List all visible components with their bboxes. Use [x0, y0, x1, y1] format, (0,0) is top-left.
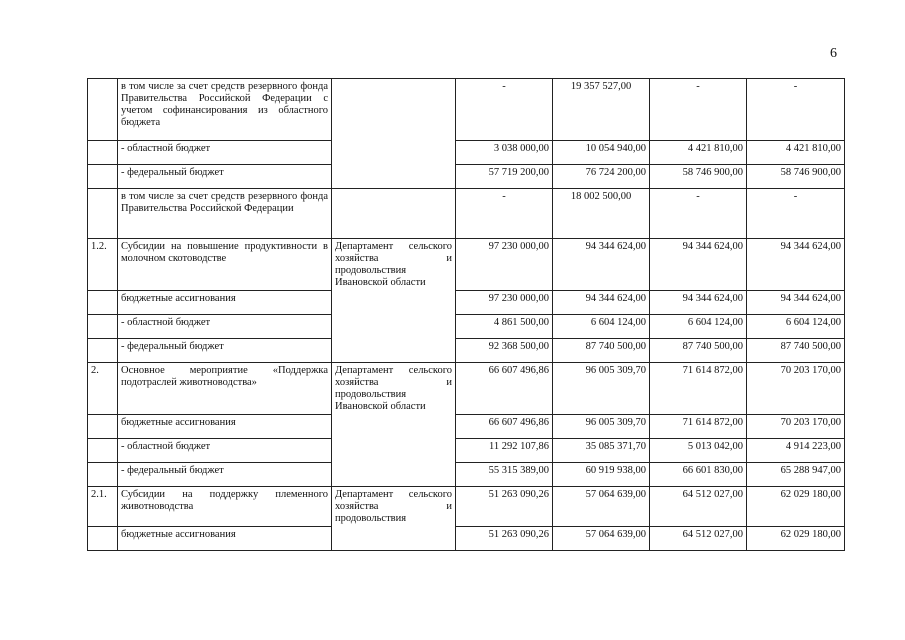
- table-row: [88, 527, 845, 551]
- cell-value: 35 085 371,70: [553, 439, 650, 463]
- cell-name: бюджетные ассигнования: [118, 291, 332, 315]
- cell-value: 57 064 639,00: [553, 487, 650, 527]
- cell-value: 3 038 000,00: [456, 141, 553, 165]
- table-row: [88, 463, 845, 487]
- cell-name: в том числе за счет средств резервного фонда Правительства Российской Федерации: [118, 189, 332, 239]
- cell-value: 92 368 500,00: [456, 339, 553, 363]
- table-row: [88, 239, 845, 291]
- table-row: [88, 339, 845, 363]
- cell-value: 62 029 180,00: [747, 487, 845, 527]
- table-row: [88, 141, 845, 165]
- cell-value: 94 344 624,00: [553, 291, 650, 315]
- cell-executor: Департамент сельского хозяйства и продовольствия Ивановской области: [332, 363, 456, 487]
- cell-value: 10 054 940,00: [553, 141, 650, 165]
- cell-name: - областной бюджет: [118, 141, 332, 165]
- cell-no: 2.: [88, 363, 118, 415]
- cell-value: 6 604 124,00: [553, 315, 650, 339]
- cell-value: 76 724 200,00: [553, 165, 650, 189]
- cell-value: 4 861 500,00: [456, 315, 553, 339]
- table-row: [88, 189, 845, 239]
- table-row: [88, 415, 845, 439]
- cell-executor: [332, 189, 456, 239]
- cell-value: 94 344 624,00: [650, 239, 747, 291]
- cell-value: 6 604 124,00: [650, 315, 747, 339]
- cell-name: в том числе за счет средств резервного фонда Правительства Российской Федерации с учетом софинансирования из областного бюджета: [118, 79, 332, 141]
- cell-value: 94 344 624,00: [553, 239, 650, 291]
- cell-no: [88, 165, 118, 189]
- cell-value: 58 746 900,00: [747, 165, 845, 189]
- cell-value: 5 013 042,00: [650, 439, 747, 463]
- cell-executor: Департамент сельского хозяйства и продовольствия Ивановской области: [332, 239, 456, 363]
- cell-name: Субсидии на повышение продуктивности в молочном скотоводстве: [118, 239, 332, 291]
- cell-value: 51 263 090,26: [456, 487, 553, 527]
- cell-name: - областной бюджет: [118, 315, 332, 339]
- cell-no: [88, 189, 118, 239]
- cell-value: -: [747, 189, 845, 239]
- cell-value: -: [747, 79, 845, 141]
- cell-name: - федеральный бюджет: [118, 463, 332, 487]
- cell-no: [88, 339, 118, 363]
- cell-value: 96 005 309,70: [553, 415, 650, 439]
- cell-value: 4 421 810,00: [747, 141, 845, 165]
- cell-value: 58 746 900,00: [650, 165, 747, 189]
- cell-name: бюджетные ассигнования: [118, 527, 332, 551]
- cell-value: 70 203 170,00: [747, 363, 845, 415]
- table-row: [88, 291, 845, 315]
- page-number: 6: [830, 46, 837, 61]
- cell-value: 51 263 090,26: [456, 527, 553, 551]
- cell-value: -: [456, 79, 553, 141]
- cell-no: [88, 439, 118, 463]
- cell-value: 71 614 872,00: [650, 415, 747, 439]
- cell-value: -: [456, 189, 553, 239]
- cell-name: бюджетные ассигнования: [118, 415, 332, 439]
- cell-value: 64 512 027,00: [650, 527, 747, 551]
- cell-no: [88, 463, 118, 487]
- cell-value: 70 203 170,00: [747, 415, 845, 439]
- cell-no: [88, 291, 118, 315]
- cell-value: -: [650, 79, 747, 141]
- cell-no: [88, 141, 118, 165]
- cell-executor: [332, 79, 456, 189]
- table-row: [88, 315, 845, 339]
- cell-value: 66 607 496,86: [456, 415, 553, 439]
- cell-value: 94 344 624,00: [650, 291, 747, 315]
- cell-value: 87 740 500,00: [747, 339, 845, 363]
- cell-value: 94 344 624,00: [747, 239, 845, 291]
- cell-value: 66 601 830,00: [650, 463, 747, 487]
- cell-value: -: [650, 189, 747, 239]
- cell-value: 65 288 947,00: [747, 463, 845, 487]
- table-row: [88, 487, 845, 527]
- cell-name: - федеральный бюджет: [118, 339, 332, 363]
- cell-value: 97 230 000,00: [456, 239, 553, 291]
- table-row: [88, 439, 845, 463]
- cell-no: [88, 79, 118, 141]
- cell-value: 87 740 500,00: [650, 339, 747, 363]
- cell-value: 57 719 200,00: [456, 165, 553, 189]
- cell-name: Основное мероприятие «Поддержка подотраслей животноводства»: [118, 363, 332, 415]
- cell-value: 6 604 124,00: [747, 315, 845, 339]
- cell-value: 60 919 938,00: [553, 463, 650, 487]
- cell-value: 11 292 107,86: [456, 439, 553, 463]
- cell-value: 71 614 872,00: [650, 363, 747, 415]
- cell-name: - федеральный бюджет: [118, 165, 332, 189]
- cell-value: 4 421 810,00: [650, 141, 747, 165]
- cell-value: 19 357 527,00: [553, 79, 650, 141]
- cell-name: - областной бюджет: [118, 439, 332, 463]
- cell-value: 94 344 624,00: [747, 291, 845, 315]
- cell-no: [88, 315, 118, 339]
- cell-no: [88, 415, 118, 439]
- cell-value: 66 607 496,86: [456, 363, 553, 415]
- cell-name: Субсидии на поддержку племенного животноводства: [118, 487, 332, 527]
- cell-value: 97 230 000,00: [456, 291, 553, 315]
- cell-no: 1.2.: [88, 239, 118, 291]
- cell-no: 2.1.: [88, 487, 118, 527]
- cell-no: [88, 527, 118, 551]
- cell-executor: Департамент сельского хозяйства и продовольствия: [332, 487, 456, 551]
- cell-value: 18 002 500,00: [553, 189, 650, 239]
- cell-value: 4 914 223,00: [747, 439, 845, 463]
- cell-value: 62 029 180,00: [747, 527, 845, 551]
- cell-value: 87 740 500,00: [553, 339, 650, 363]
- cell-value: 57 064 639,00: [553, 527, 650, 551]
- cell-value: 64 512 027,00: [650, 487, 747, 527]
- cell-value: 96 005 309,70: [553, 363, 650, 415]
- cell-value: 55 315 389,00: [456, 463, 553, 487]
- budget-table: [87, 78, 845, 551]
- table-row: [88, 165, 845, 189]
- table-row: [88, 79, 845, 141]
- table-row: [88, 363, 845, 415]
